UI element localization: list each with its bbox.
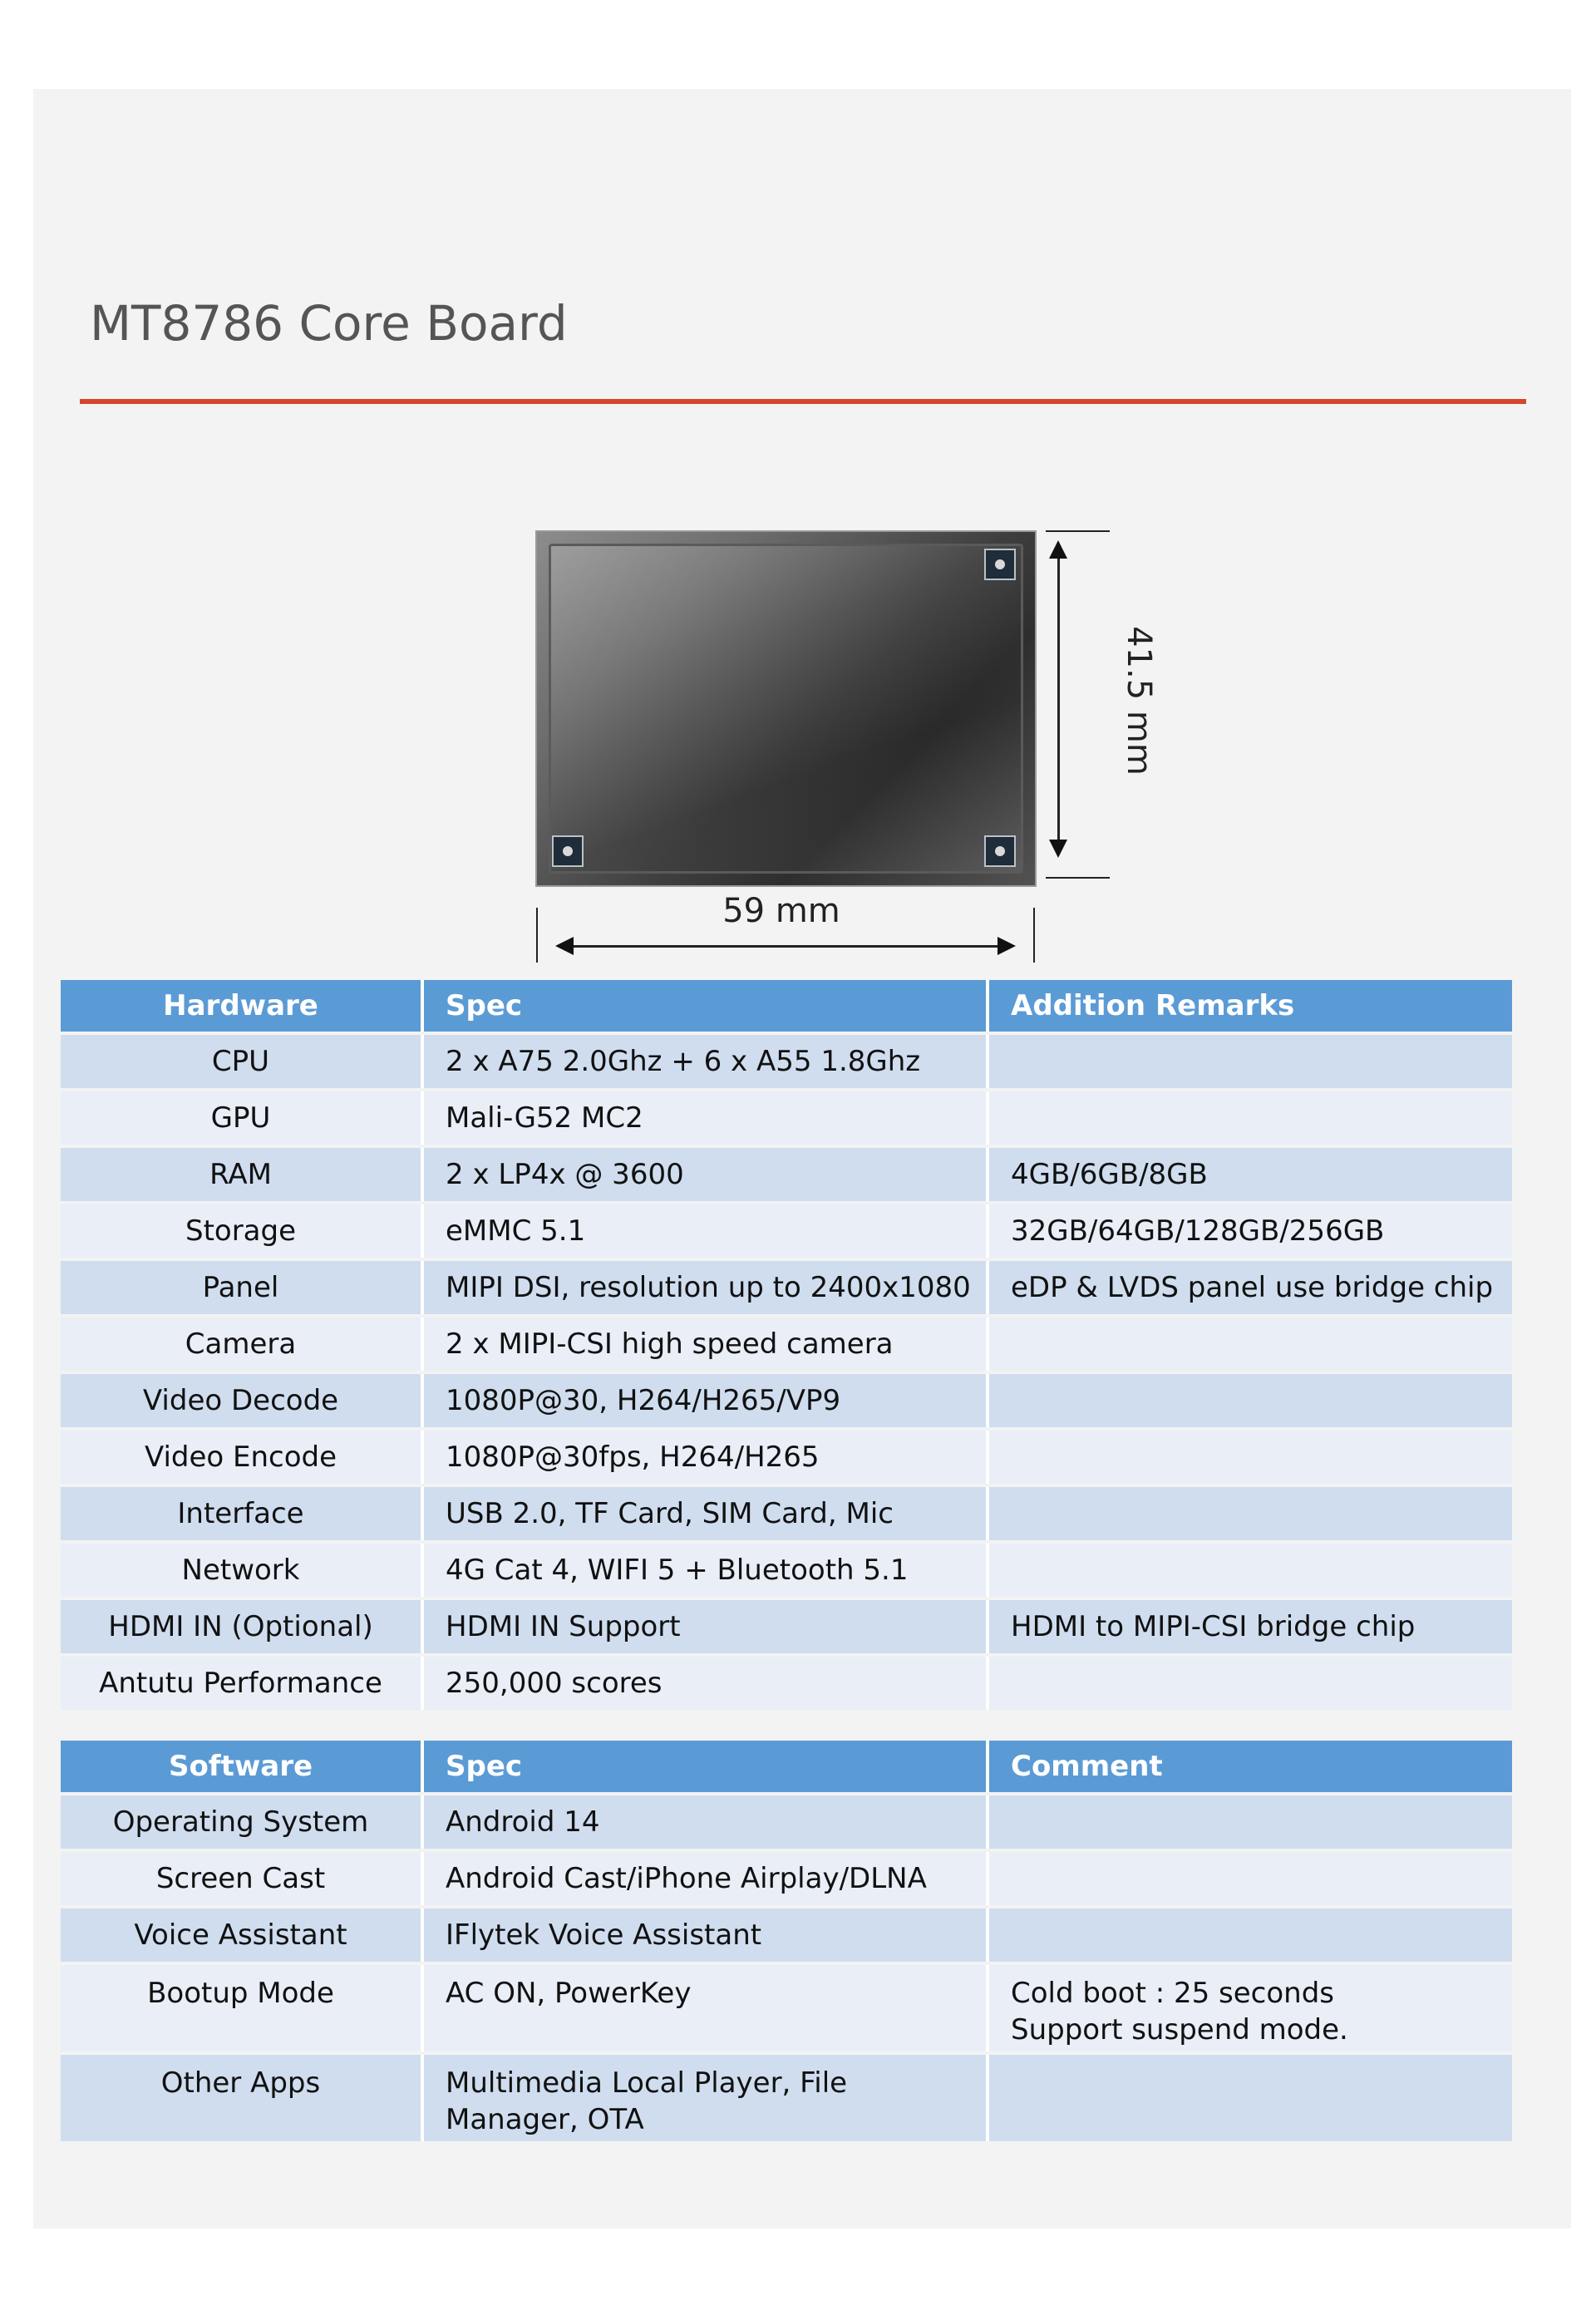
hardware-item: Storage bbox=[61, 1204, 424, 1258]
software-comment bbox=[989, 1795, 1512, 1849]
hardware-spec: Mali-G52 MC2 bbox=[424, 1091, 989, 1145]
hardware-remark bbox=[989, 1431, 1512, 1484]
table-row bbox=[61, 1261, 1512, 1314]
hardware-remark bbox=[989, 1374, 1512, 1427]
hardware-spec: eMMC 5.1 bbox=[424, 1204, 989, 1258]
hardware-remark bbox=[989, 1487, 1512, 1540]
column-header: Spec bbox=[424, 980, 989, 1032]
hardware-item: HDMI IN (Optional) bbox=[61, 1600, 424, 1653]
software-comment bbox=[989, 1852, 1512, 1905]
software-spec: Android 14 bbox=[424, 1795, 989, 1849]
width-label: 59 mm bbox=[722, 892, 840, 930]
table-row bbox=[61, 1204, 1512, 1258]
software-spec: IFlytek Voice Assistant bbox=[424, 1909, 989, 1962]
antenna-connector-icon bbox=[552, 835, 584, 867]
column-header: Software bbox=[61, 1741, 424, 1792]
dimension-tick-left bbox=[536, 908, 538, 963]
table-row bbox=[61, 1795, 1512, 1849]
antenna-connector-icon bbox=[984, 835, 1016, 867]
table-row bbox=[61, 1091, 1512, 1145]
table-header-row bbox=[61, 980, 1512, 1032]
table-row bbox=[61, 1657, 1512, 1710]
dimension-tick-bottom bbox=[1046, 877, 1110, 879]
column-header: Spec bbox=[424, 1741, 989, 1792]
hardware-remark: eDP & LVDS panel use bridge chip bbox=[989, 1261, 1512, 1314]
arrow-up-icon bbox=[1049, 540, 1067, 559]
software-item: Voice Assistant bbox=[61, 1909, 424, 1962]
core-board-photo bbox=[537, 532, 1035, 885]
arrow-right-icon bbox=[998, 937, 1016, 955]
table-row bbox=[61, 1487, 1512, 1540]
column-header: Addition Remarks bbox=[989, 980, 1512, 1032]
software-comment bbox=[989, 1909, 1512, 1962]
shield-can bbox=[549, 544, 1023, 874]
hardware-remark bbox=[989, 1091, 1512, 1145]
table-row bbox=[61, 1909, 1512, 1962]
table-row bbox=[61, 1965, 1512, 2051]
table-row bbox=[61, 1431, 1512, 1484]
software-item: Operating System bbox=[61, 1795, 424, 1849]
dimension-tick-top bbox=[1046, 530, 1110, 532]
hardware-remark bbox=[989, 1657, 1512, 1710]
table-header-row bbox=[61, 1741, 1512, 1792]
hardware-item: RAM bbox=[61, 1148, 424, 1201]
hardware-remark: 4GB/6GB/8GB bbox=[989, 1148, 1512, 1201]
table-row bbox=[61, 1374, 1512, 1427]
page-title: MT8786 Core Board bbox=[90, 295, 568, 352]
hardware-spec: 2 x LP4x @ 3600 bbox=[424, 1148, 989, 1201]
software-spec-table bbox=[61, 1737, 1512, 2145]
dimension-tick-right bbox=[1033, 908, 1035, 963]
arrow-down-icon bbox=[1049, 840, 1067, 858]
software-spec: Android Cast/iPhone Airplay/DLNA bbox=[424, 1852, 989, 1905]
software-item: Other Apps bbox=[61, 2055, 424, 2141]
software-item: Screen Cast bbox=[61, 1852, 424, 1905]
title-divider bbox=[80, 399, 1526, 404]
column-header: Comment bbox=[989, 1741, 1512, 1792]
software-item: Bootup Mode bbox=[61, 1965, 424, 2051]
hardware-item: Video Decode bbox=[61, 1374, 424, 1427]
hardware-spec: USB 2.0, TF Card, SIM Card, Mic bbox=[424, 1487, 989, 1540]
arrow-left-icon bbox=[555, 937, 574, 955]
hardware-item: Interface bbox=[61, 1487, 424, 1540]
table-row bbox=[61, 1317, 1512, 1371]
table-row bbox=[61, 1035, 1512, 1088]
height-label: 41.5 mm bbox=[1120, 626, 1158, 776]
table-row bbox=[61, 2055, 1512, 2141]
hardware-spec: MIPI DSI, resolution up to 2400x1080 bbox=[424, 1261, 989, 1314]
hardware-remark bbox=[989, 1035, 1512, 1088]
hardware-spec: 250,000 scores bbox=[424, 1657, 989, 1710]
hardware-remark bbox=[989, 1544, 1512, 1597]
hardware-item: Network bbox=[61, 1544, 424, 1597]
hardware-remark: 32GB/64GB/128GB/256GB bbox=[989, 1204, 1512, 1258]
hardware-item: Video Encode bbox=[61, 1431, 424, 1484]
hardware-item: Camera bbox=[61, 1317, 424, 1371]
antenna-connector-icon bbox=[984, 549, 1016, 580]
software-comment bbox=[989, 2055, 1512, 2141]
software-comment: Cold boot : 25 seconds Support suspend mode. bbox=[989, 1965, 1512, 2051]
hardware-spec: 1080P@30, H264/H265/VP9 bbox=[424, 1374, 989, 1427]
table-row bbox=[61, 1148, 1512, 1201]
hardware-spec: 1080P@30fps, H264/H265 bbox=[424, 1431, 989, 1484]
software-spec: Multimedia Local Player, File Manager, OTA bbox=[424, 2055, 989, 2141]
hardware-item: Panel bbox=[61, 1261, 424, 1314]
hardware-spec: 4G Cat 4, WIFI 5 + Bluetooth 5.1 bbox=[424, 1544, 989, 1597]
table-row bbox=[61, 1600, 1512, 1653]
hardware-remark: HDMI to MIPI-CSI bridge chip bbox=[989, 1600, 1512, 1653]
table-row bbox=[61, 1852, 1512, 1905]
hardware-item: CPU bbox=[61, 1035, 424, 1088]
hardware-spec: 2 x A75 2.0Ghz + 6 x A55 1.8Ghz bbox=[424, 1035, 989, 1088]
hardware-spec: HDMI IN Support bbox=[424, 1600, 989, 1653]
height-dimension-line bbox=[1057, 555, 1060, 855]
hardware-item: Antutu Performance bbox=[61, 1657, 424, 1710]
table-row bbox=[61, 1544, 1512, 1597]
hardware-spec: 2 x MIPI-CSI high speed camera bbox=[424, 1317, 989, 1371]
software-spec: AC ON, PowerKey bbox=[424, 1965, 989, 2051]
column-header: Hardware bbox=[61, 980, 424, 1032]
hardware-item: GPU bbox=[61, 1091, 424, 1145]
width-dimension-line bbox=[574, 945, 998, 948]
hardware-remark bbox=[989, 1317, 1512, 1371]
hardware-spec-table bbox=[61, 977, 1512, 1713]
